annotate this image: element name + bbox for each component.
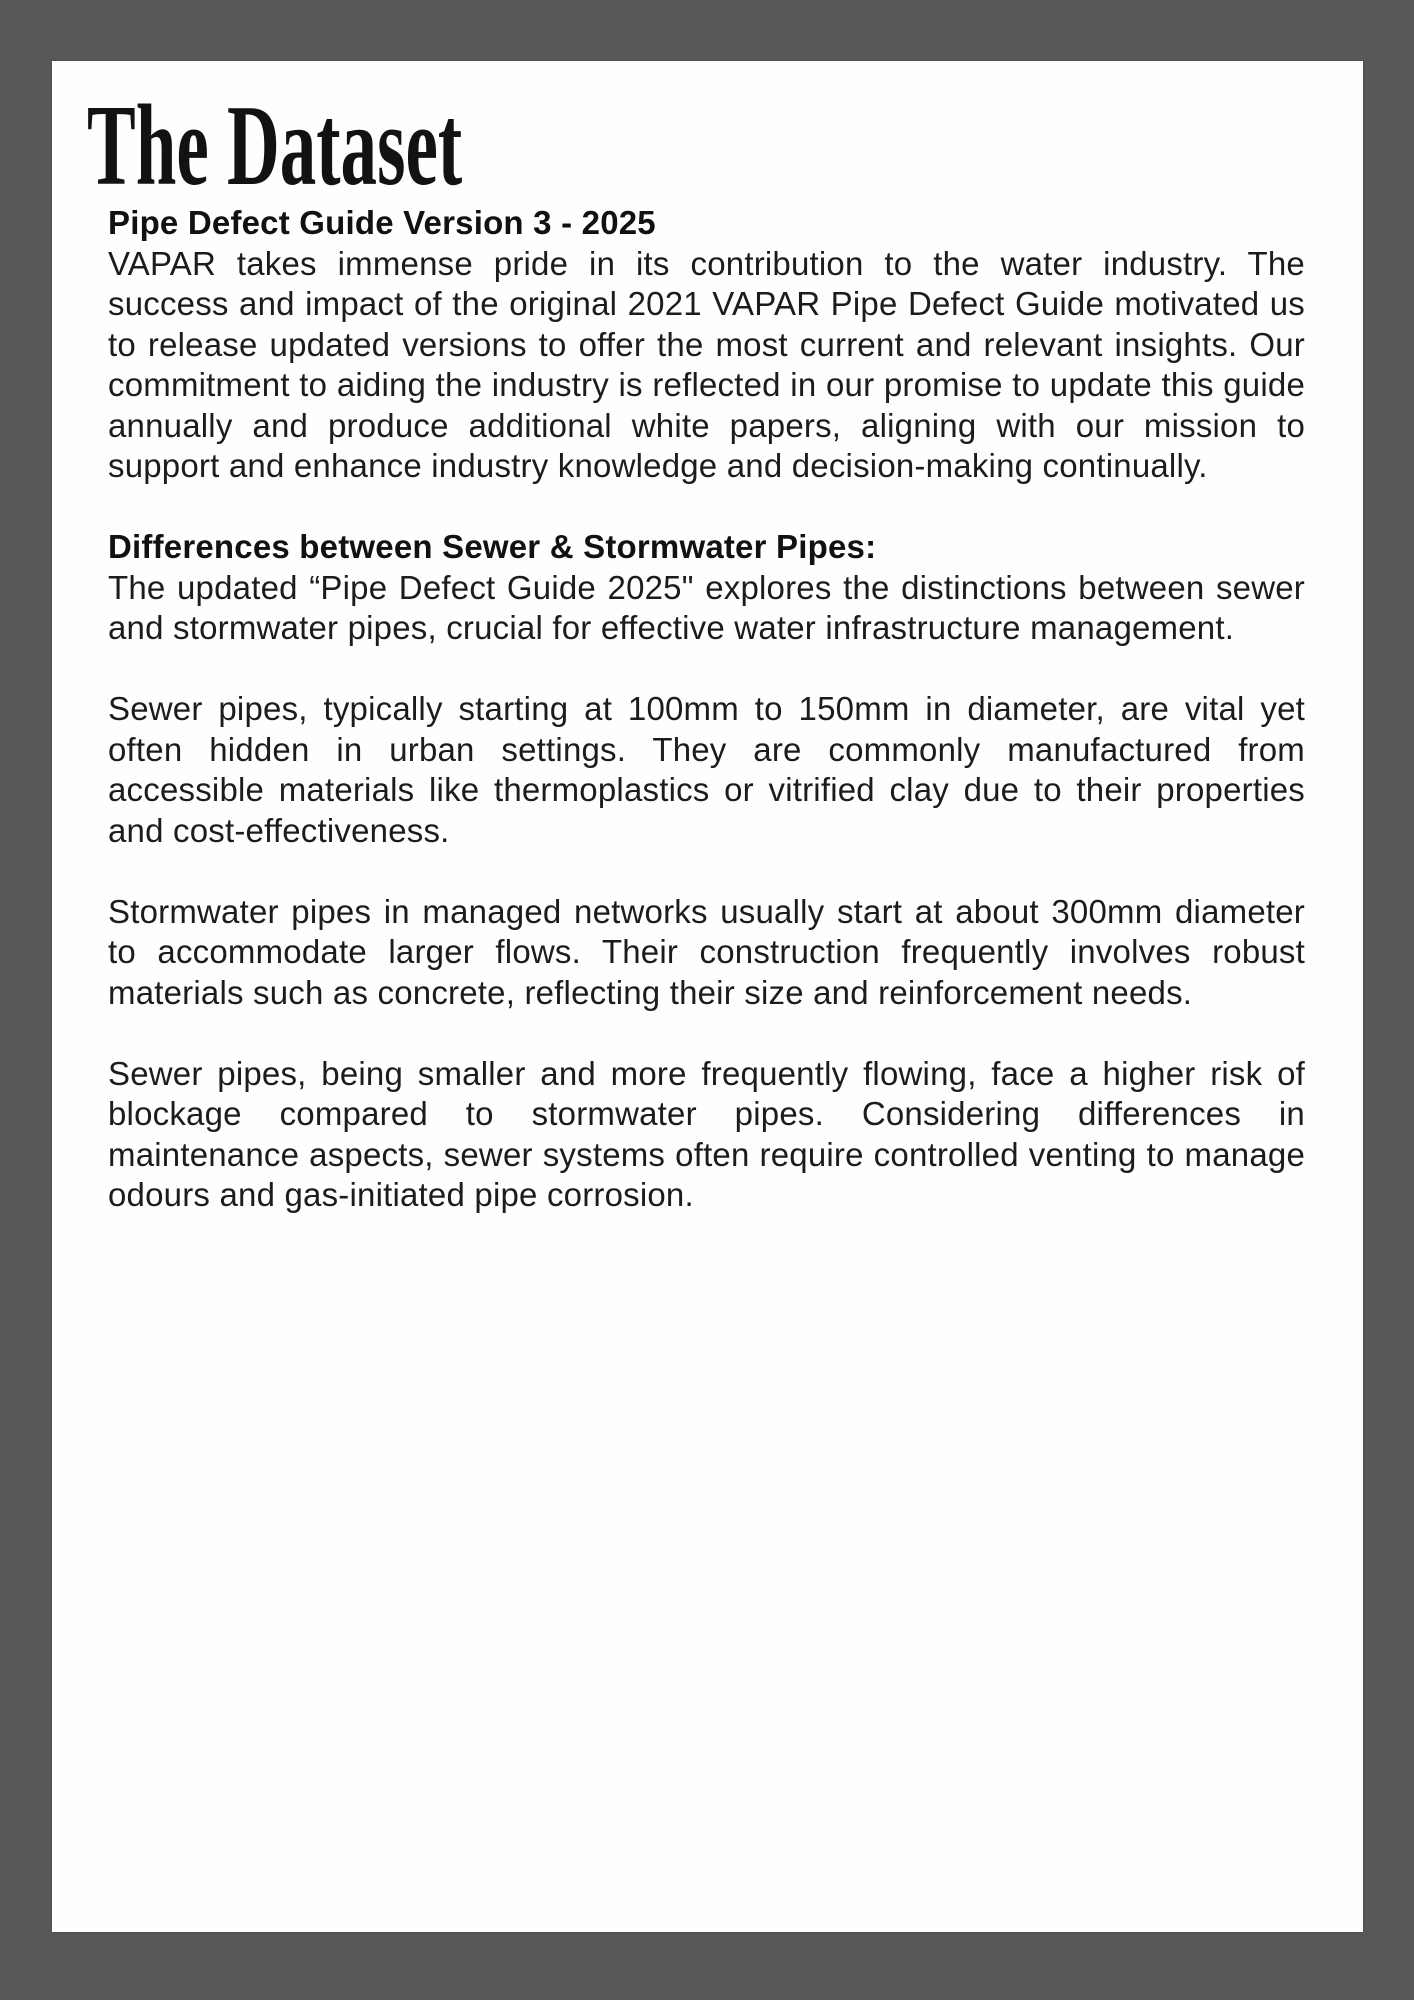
document-page <box>52 61 1363 1932</box>
paragraph-stormwater-pipes: Stormwater pipes in managed networks usually start at about 300mm diameter to accommodate larger flows. Their construction frequently involves robust materials such as concrete, reflecting their size and reinforcement needs. <box>108 892 1305 1011</box>
paragraph-sewer-pipes: Sewer pipes, typically starting at 100mm to 150mm in diameter, are vital yet often hidden in urban settings. They are commonly manufactured from accessible materials like thermoplastics or vitrified clay due to their properties and cost-effectiveness. <box>108 690 1305 849</box>
section-heading-pipe-defect-guide: Pipe Defect Guide Version 3 - 2025 <box>108 204 656 241</box>
page-title: The Dataset <box>87 82 463 209</box>
section-heading-differences: Differences between Sewer & Stormwater Pipes: <box>108 528 877 565</box>
paragraph-guide-2025-distinctions: The updated “Pipe Defect Guide 2025" explores the distinctions between sewer and stormwater pipes, crucial for effective water infrastructure management. <box>108 568 1305 646</box>
page-content <box>108 203 1305 1216</box>
paragraph-vapar-pride: VAPAR takes immense pride in its contribution to the water industry. The success and impact of the original 2021 VAPAR Pipe Defect Guide motivated us to release updated versions to offer the most current and relevant insights. Our commitment to aiding the industry is reflected in our promise to update this guide annually and produce additional white papers, aligning with our mission to support and enhance industry knowledge and decision-making continually. <box>108 244 1305 484</box>
paragraph-blockage-maintenance: Sewer pipes, being smaller and more frequently flowing, face a higher risk of blockage compared to stormwater pipes. Considering differences in maintenance aspects, sewer systems often require controlled venting to manage odours and gas-initiated pipe corrosion. <box>108 1054 1305 1213</box>
